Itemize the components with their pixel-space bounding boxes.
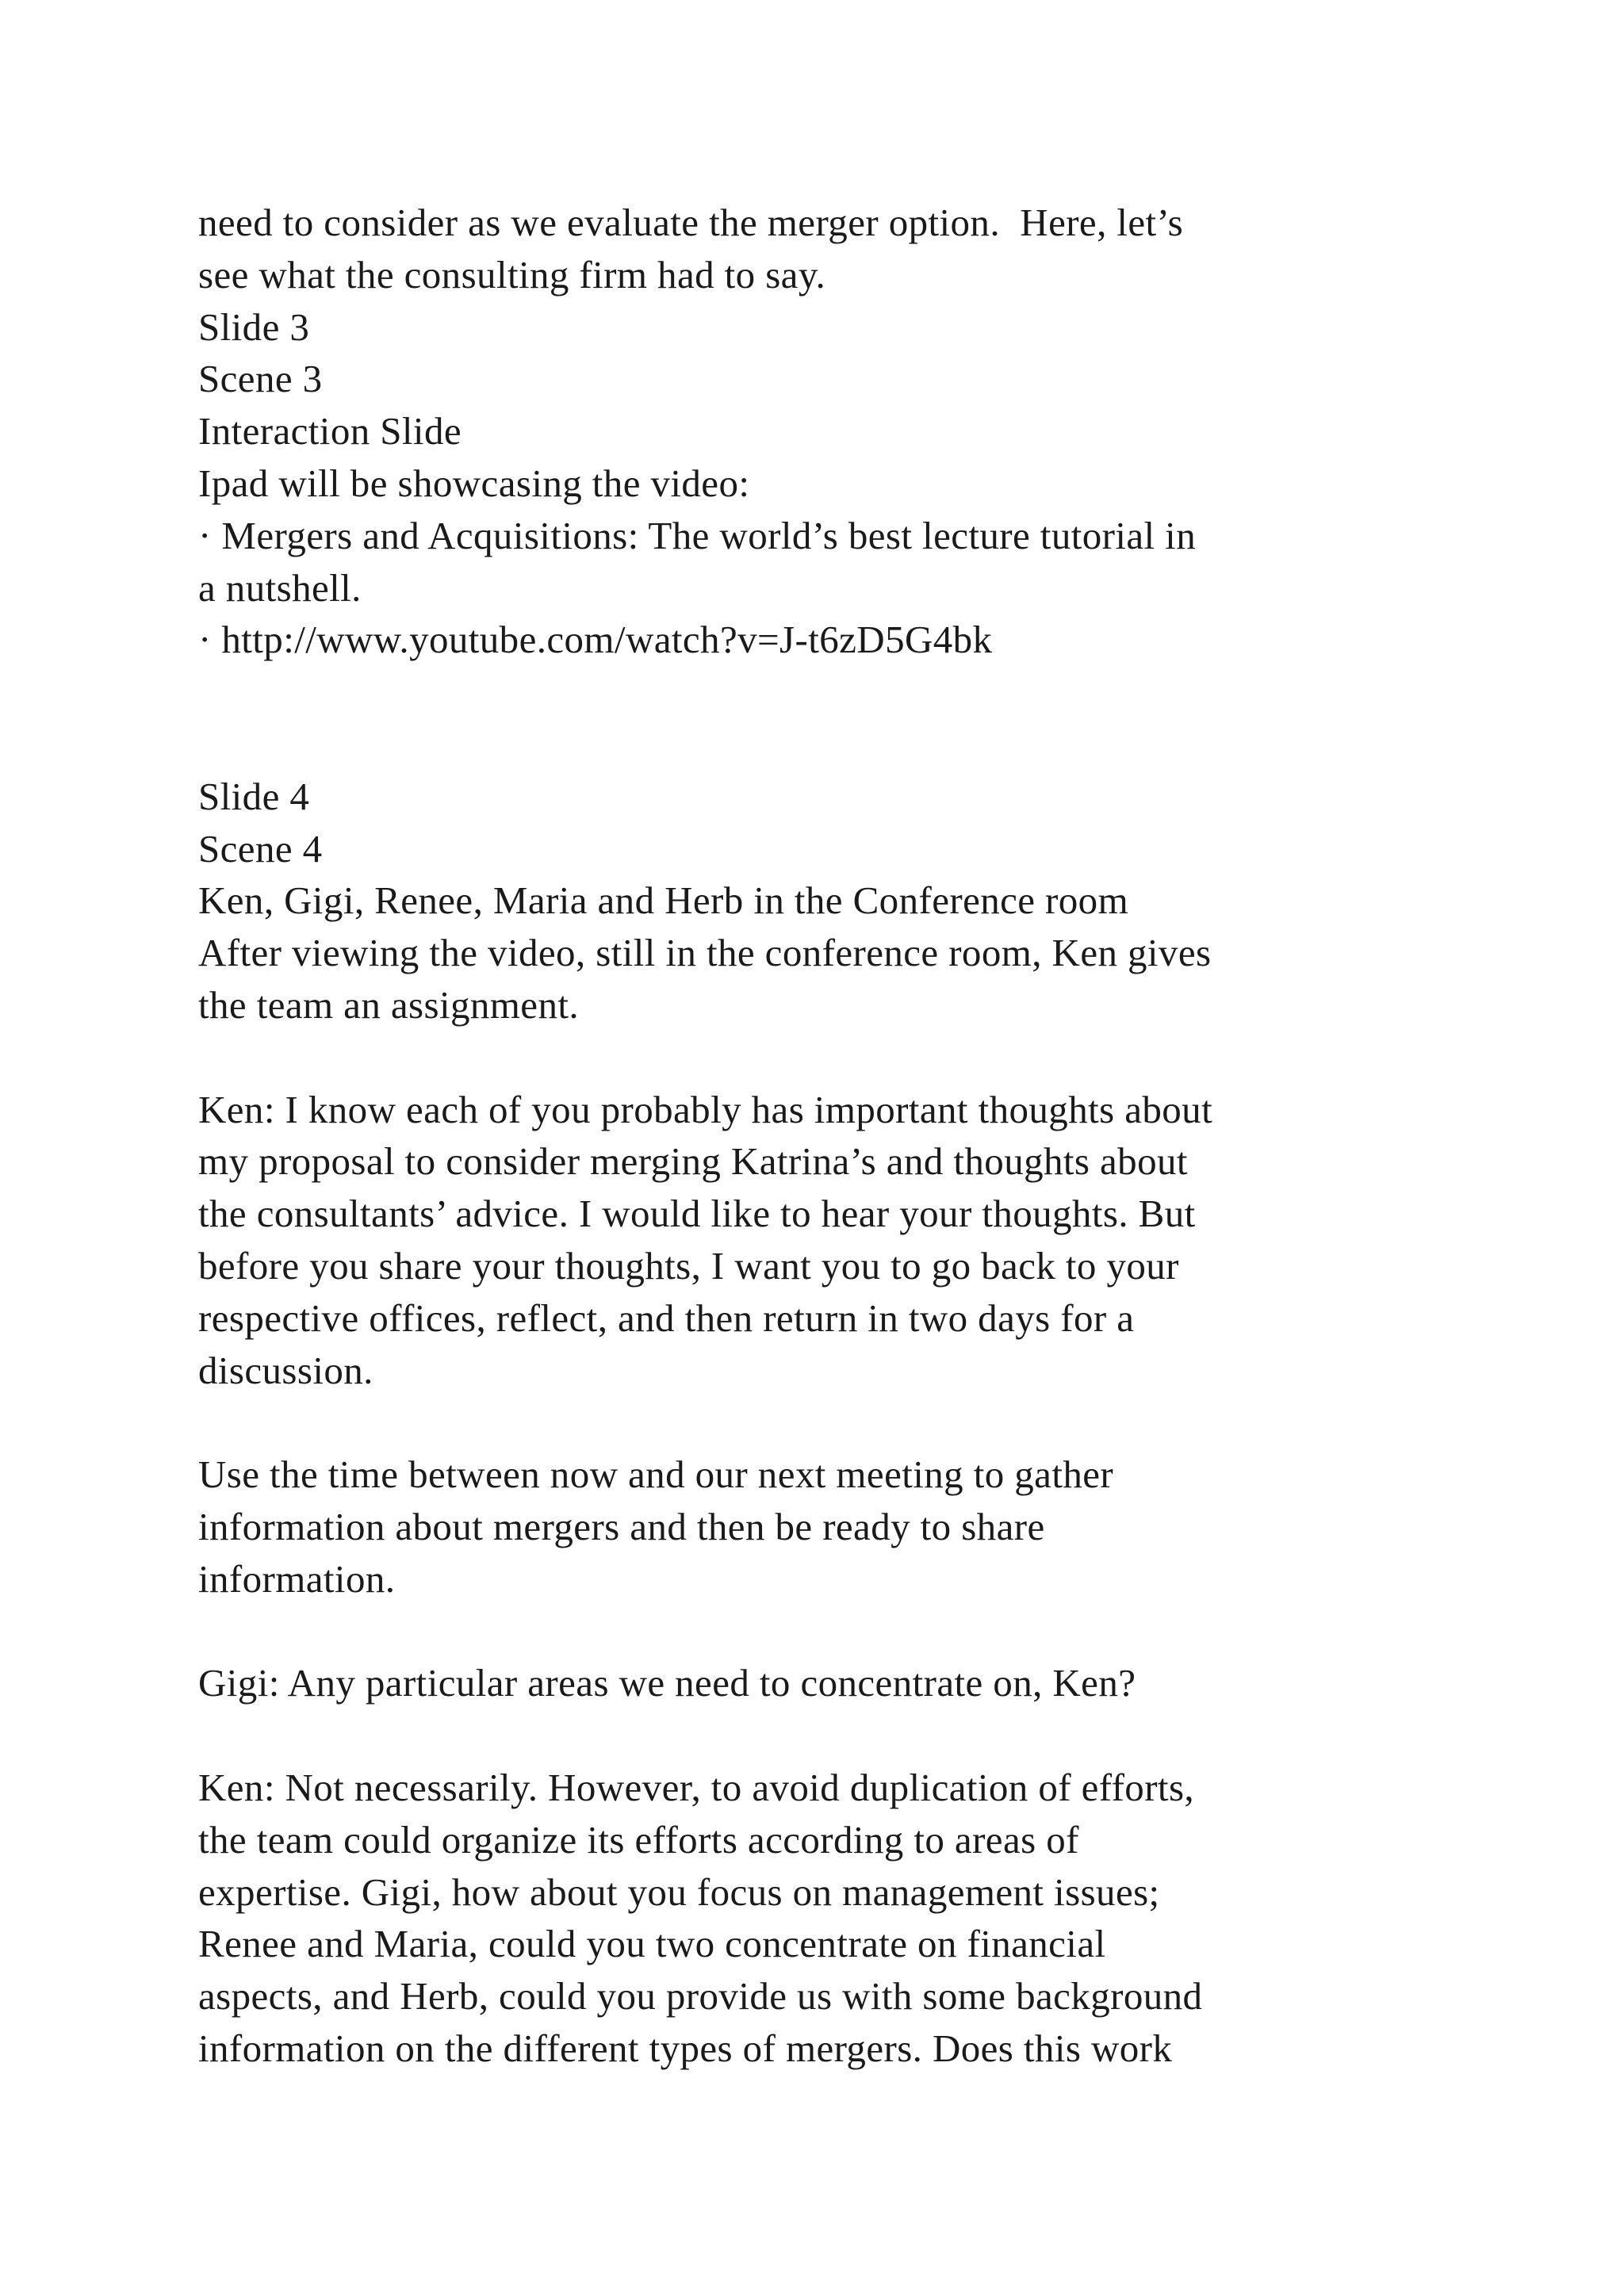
blank-line [198, 1605, 1483, 1658]
bullet-line: · Mergers and Acquisitions: The world’s best lecture tutorial in [198, 513, 1197, 557]
text-line: information on the different types of mergers. Does this work [198, 2026, 1173, 2070]
text-line: before you share your thoughts, I want you to go back to your [198, 1243, 1179, 1288]
slide-heading: Slide 3 [198, 304, 310, 349]
text-line: After viewing the video, still in the conference room, Ken gives [198, 931, 1212, 975]
text-line: the team an assignment. [198, 982, 580, 1027]
text-line: discussion. [198, 1348, 373, 1392]
blank-line [198, 718, 1483, 771]
blank-line [198, 1031, 1483, 1084]
scene-heading: Scene 4 [198, 826, 323, 871]
text-line: Ken: I know each of you probably has important thoughts about [198, 1087, 1213, 1131]
text-line: a nutshell. [198, 565, 362, 610]
text-line: my proposal to consider merging Katrina’s and thoughts about [198, 1139, 1188, 1184]
text-line: Interaction Slide [198, 409, 462, 453]
blank-line [198, 1396, 1483, 1448]
text-line: Use the time between now and our next meeting to gather [198, 1452, 1114, 1497]
text-line: information. [198, 1556, 396, 1601]
text-line: expertise. Gigi, how about you focus on management issues; [198, 1869, 1160, 1914]
text-line: the consultants’ advice. I would like to hear your thoughts. But [198, 1192, 1196, 1236]
blank-line [198, 666, 1483, 718]
document-text [198, 197, 1483, 2075]
text-line: Ken: Not necessarily. However, to avoid duplication of efforts, [198, 1765, 1195, 1809]
text-line: Ken, Gigi, Renee, Maria and Herb in the Conference room [198, 878, 1129, 923]
text-line: aspects, and Herb, could you provide us with some background [198, 1974, 1203, 2019]
text-line: need to consider as we evaluate the merger option. Here, let’s [198, 201, 1184, 244]
text-line: Gigi: Any particular areas we need to concentrate on, Ken? [198, 1661, 1136, 1705]
text-line: respective offices, reflect, and then return in two days for a [198, 1295, 1135, 1340]
bullet-line: · http://www.youtube.com/watch?v=J-t6zD5G4bk [198, 618, 993, 662]
scene-heading: Scene 3 [198, 357, 323, 401]
text-line: information about mergers and then be ready to share [198, 1504, 1045, 1548]
text-line: the team could organize its efforts according to areas of [198, 1817, 1079, 1862]
text-line: Ipad will be showcasing the video: [198, 461, 750, 505]
slide-heading: Slide 4 [198, 774, 310, 818]
blank-line [198, 1709, 1483, 1762]
text-line: Renee and Maria, could you two concentrate on financial [198, 1922, 1106, 1966]
text-line: see what the consulting firm had to say. [198, 252, 826, 297]
